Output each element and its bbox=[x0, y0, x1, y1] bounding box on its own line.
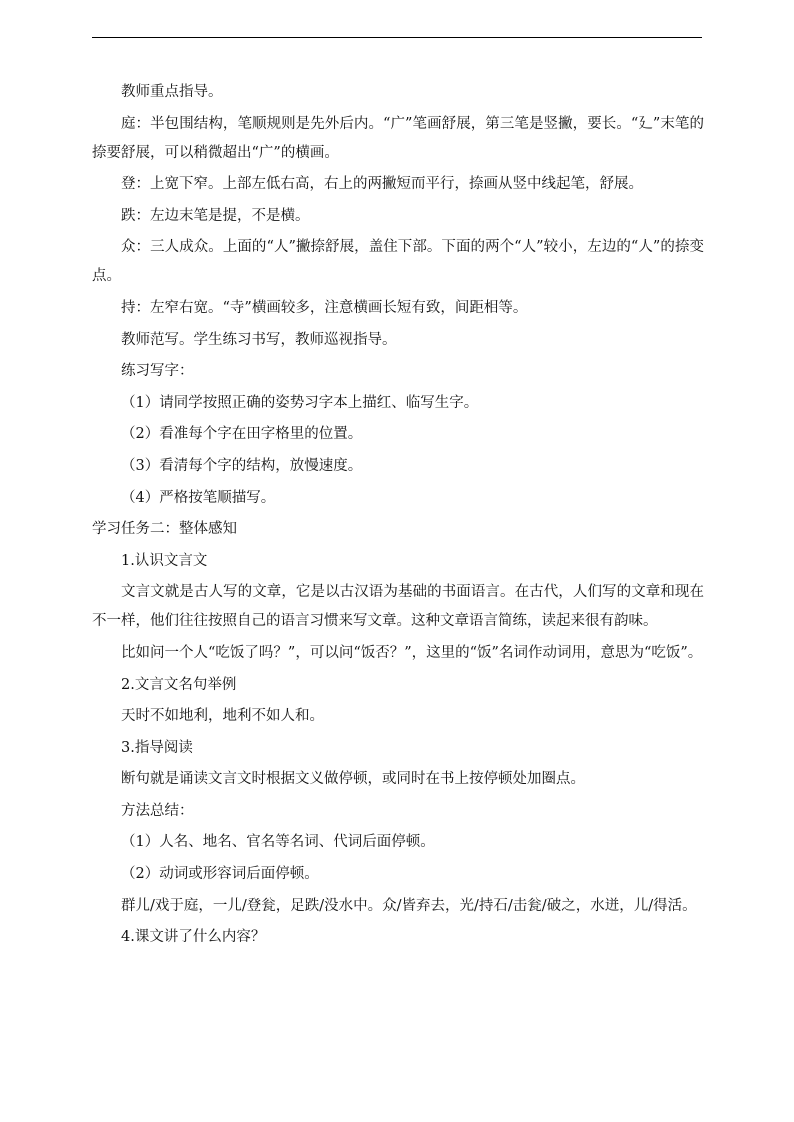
paragraph: 群儿/戏于庭，一儿/登瓮，足跌/没水中。众/皆弃去，光/持石/击瓮/破之，水迸，儿/得活。 bbox=[121, 897, 697, 914]
paragraph: 方法总结： bbox=[121, 802, 194, 819]
header-rule bbox=[92, 37, 702, 38]
list-item: （1）人名、地名、官名等名词、代词后面停顿。 bbox=[121, 834, 435, 851]
subsection-heading: 1.认识文言文 bbox=[121, 552, 208, 569]
paragraph: 断句就是诵读文言文时根据文义做停顿，或同时在书上按停顿处加圈点。 bbox=[121, 771, 585, 788]
paragraph: 教师范写。学生练习书写，教师巡视指导。 bbox=[121, 331, 397, 348]
paragraph: 练习写字： bbox=[121, 363, 194, 380]
paragraph: 教师重点指导。 bbox=[121, 84, 223, 100]
paragraph: 持：左窄右宽。“寺”横画较多，注意横画长短有致，间距相等。 bbox=[121, 299, 528, 316]
subsection-heading: 3.指导阅读 bbox=[121, 739, 193, 756]
paragraph: 跌：左边末笔是提，不是横。 bbox=[121, 207, 310, 224]
paragraph: 庭：半包围结构，笔顺规则是先外后内。“广”笔画舒展，第三笔是竖撇，要长。“廴”末笔的捺要舒展，可以稍微超出“广”的横画。 bbox=[92, 115, 704, 161]
list-item: （2）看准每个字在田字格里的位置。 bbox=[121, 426, 363, 443]
list-item: （3）看清每个字的结构，放慢速度。 bbox=[121, 457, 363, 474]
paragraph: 众：三人成众。上面的“人”撇捺舒展，盖住下部。下面的两个“人”较小，左边的“人”的捺变点。 bbox=[92, 239, 704, 285]
paragraph: 登：上宽下窄。上部左低右高，右上的两撇短而平行，捺画从竖中线起笔，舒展。 bbox=[121, 176, 643, 193]
paragraph: 天时不如地利，地利不如人和。 bbox=[121, 708, 324, 725]
list-item: （4）严格按笔顺描写。 bbox=[121, 489, 276, 506]
list-item: （1）请同学按照正确的姿势习字本上描红、临写生字。 bbox=[121, 394, 479, 411]
subsection-heading: 2.文言文名句举例 bbox=[121, 676, 237, 693]
paragraph: 比如问一个人“吃饭了吗？”，可以问“饭否？”，这里的“饭”名词作动词用，意思为“吃饭”。 bbox=[121, 644, 703, 661]
document-body bbox=[92, 78, 704, 955]
section-heading: 学习任务二：整体感知 bbox=[92, 521, 237, 538]
paragraph: 文言文就是古人写的文章，它是以古汉语为基础的书面语言。在古代，人们写的文章和现在不一样，他们往往按照自己的语言习惯来写文章。这种文章语言简练，读起来很有韵味。 bbox=[92, 584, 704, 630]
list-item: （2）动词或形容词后面停顿。 bbox=[121, 866, 319, 883]
subsection-heading: 4.课文讲了什么内容？ bbox=[121, 929, 266, 946]
